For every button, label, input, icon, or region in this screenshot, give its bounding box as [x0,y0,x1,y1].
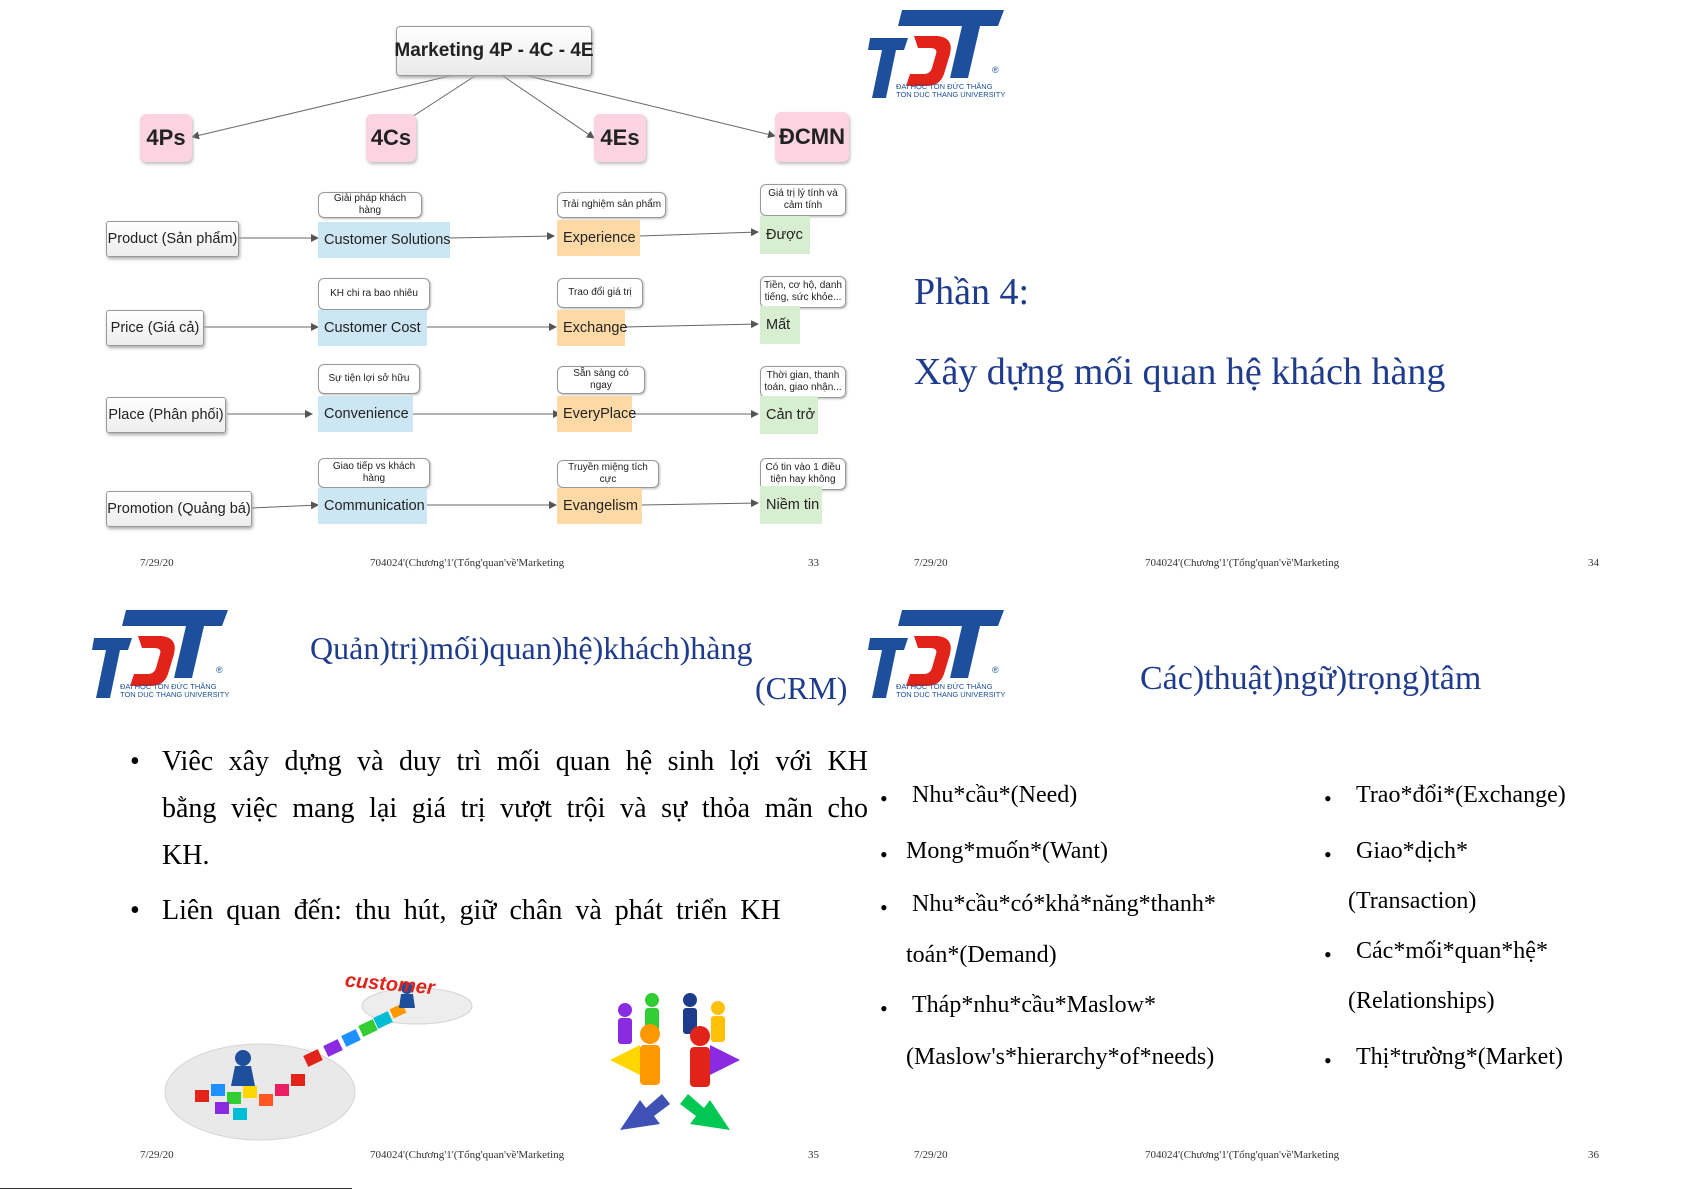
logo-line1: ĐẠI HỌC TÔN ĐỨC THẮNG [120,682,217,691]
footer-date: 7/29/20 [140,557,174,569]
term-demand-2: toán*(Demand) [906,942,1057,968]
logo-line2: TON DUC THANG UNIVERSITY [120,690,230,699]
bullet-item [130,887,868,934]
communication-box: Communication [318,488,427,524]
promotion-box: Promotion (Quảng bá) [106,491,252,527]
term-market: Thị*trường*(Market) [1356,1044,1563,1070]
can-tro-box: Cản trở [760,396,818,434]
footer-page: 35 [808,1149,819,1161]
niem-tin-box: Niềm tin [760,486,822,524]
category-4cs: 4Cs [366,114,416,162]
term-relationships: Các*mối*quan*hệ* [1356,938,1548,964]
duoc-note: Giá trị lý tính và cảm tính [760,184,846,216]
category-4es: 4Es [594,114,646,162]
niem-tin-note: Có tin vào 1 điều tiện hay không [760,458,846,490]
can-tro-note: Thời gian, thanh toán, giao nhận... [760,366,846,398]
bullet-text: Liên quan đến: thu hút, giữ chân và phát triển KH [162,895,781,926]
convenience-box: Convenience [318,396,413,432]
slide-33 [0,0,845,569]
term-demand: Nhu*cầu*có*khả*năng*thanh* [912,891,1216,917]
logo-line1: ĐẠI HỌC TÔN ĐỨC THẮNG [896,682,993,691]
footer-page: 36 [1588,1149,1599,1161]
category-4ps: 4Ps [140,114,192,162]
customer-solutions-box: Customer Solutions [318,222,450,258]
logo-line1: ĐẠI HỌC TÔN ĐỨC THẮNG [896,82,993,91]
bullet-dot: • [130,746,140,777]
terms-title: Các)thuật)ngữ)trọng)tâm [1140,660,1482,697]
logo-line2: TON DUC THANG UNIVERSITY [896,690,1006,699]
logo-line2: TON DUC THANG UNIVERSITY [896,90,1006,99]
term-relationships-2: (Relationships) [1348,988,1495,1014]
bullet-dot: • [880,842,888,867]
footer-course: 704024'(Chương'1'(Tổng'quan'về'Marketing [1145,1149,1340,1161]
product-box: Product (Sản phẩm) [106,221,239,257]
footer-date: 7/29/20 [914,557,948,569]
mat-note: Tiền, cơ hộ, danh tiếng, sức khỏe... [760,276,846,308]
everyplace-box: EveryPlace [557,396,632,432]
footer-date: 7/29/20 [914,1149,948,1161]
registered-mark: ® [992,665,999,675]
tdt-logo-mark [92,608,232,682]
duoc-box: Được [760,216,810,254]
people-arrows-image [590,990,760,1140]
term-maslow: Tháp*nhu*cầu*Maslow* [912,992,1156,1018]
term-want: Mong*muốn*(Want) [906,838,1109,864]
bullet-dot: • [880,786,888,811]
evangelism-note: Truyền miệng tích cực [557,460,659,488]
convenience-note: Sự tiện lợi sở hữu [318,364,420,394]
evangelism-box: Evangelism [557,488,642,524]
bullet-dot: • [1324,1048,1332,1073]
tdt-logo-mark [868,608,1008,682]
crm-bullets [130,738,868,934]
footer-course: 704024'(Chương'1'(Tổng'quan'về'Marketing [370,557,565,569]
experience-note: Trải nghiệm sản phẩm [557,192,666,218]
term-maslow-2: (Maslow's*hierarchy*of*needs) [906,1044,1215,1070]
section-title: Xây dựng mối quan hệ khách hàng [914,351,1446,393]
exchange-note: Trao đổi giá trị [557,278,643,308]
price-box: Price (Giá cả) [106,310,204,346]
everyplace-note: Sẵn sàng có ngay [557,366,645,394]
slide-34 [842,0,1685,590]
term-transaction-2: (Transaction) [1348,888,1477,914]
bullet-item [130,738,868,879]
customer-label: customer [344,969,436,1000]
crm-title-line2: (CRM) [755,670,848,706]
bullet-text: Viêc xây dựng và duy trì mối quan hệ sinh lợi với KH bằng việc mang lại giá trị vượt trội và sự thỏa mãn cho KH. [162,746,868,871]
bottom-divider [0,1188,352,1189]
footer-page: 33 [808,557,819,569]
bullet-dot: • [130,895,140,926]
bullet-dot: • [880,895,888,920]
slide-35 [0,590,868,1191]
experience-box: Experience [557,220,640,256]
registered-mark: ® [216,665,223,675]
customer-puzzle-image [155,962,500,1142]
term-need: Nhu*cầu*(Need) [912,782,1078,808]
bullet-dot: • [1324,842,1332,867]
bullet-dot: • [1324,786,1332,811]
mat-box: Mất [760,306,800,344]
exchange-box: Exchange [557,310,625,346]
tdt-logo [92,608,232,700]
footer-course: 704024'(Chương'1'(Tổng'quan'về'Marketing [370,1149,565,1161]
communication-note: Giao tiếp vs khách hàng [318,458,430,488]
customer-cost-note: KH chi ra bao nhiêu [318,278,430,310]
diagram-root: Marketing 4P - 4C - 4E [396,26,592,76]
term-exchange: Trao*đổi*(Exchange) [1356,782,1566,808]
place-box: Place (Phân phối) [106,397,226,433]
crm-title-line1: Quản)trị)mối)quan)hệ)khách)hàng [310,630,753,666]
tdt-logo [868,608,1008,700]
footer-page: 34 [1588,557,1599,569]
customer-solutions-note: Giải pháp khách hàng [318,192,422,218]
registered-mark: ® [992,65,999,75]
slide-36 [842,590,1685,1191]
category-dcmn: ĐCMN [775,112,849,162]
bullet-dot: • [1324,942,1332,967]
tdt-logo [868,8,1008,100]
term-transaction: Giao*dịch* [1356,838,1468,864]
part-label: Phần 4: [914,271,1030,313]
footer-course: 704024'(Chương'1'(Tổng'quan'về'Marketing [1145,557,1340,569]
footer-date: 7/29/20 [140,1149,174,1161]
customer-cost-box: Customer Cost [318,310,427,346]
tdt-logo-mark [868,8,1008,82]
bullet-dot: • [880,996,888,1021]
